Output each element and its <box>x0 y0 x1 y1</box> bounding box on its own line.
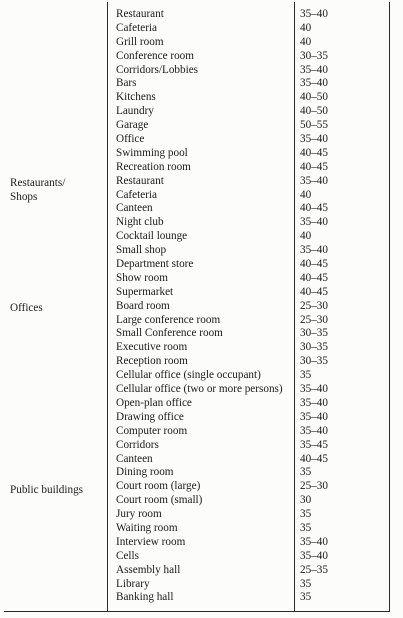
room-type-cell: Laundry <box>116 105 154 118</box>
noise-level-cell: 40–45 <box>300 271 328 284</box>
table-row <box>0 355 403 369</box>
noise-level-cell: 35–40 <box>300 8 328 20</box>
table-row <box>0 494 403 508</box>
table-row <box>0 133 403 147</box>
room-type-cell: Assembly hall <box>116 563 181 576</box>
table-row <box>0 77 403 91</box>
table-row <box>0 466 403 480</box>
room-type-cell: Canteen <box>116 452 153 465</box>
table-row <box>0 202 403 216</box>
table-row <box>0 591 403 605</box>
table-row <box>0 550 403 564</box>
table-row <box>0 244 403 258</box>
noise-level-cell: 30–35 <box>300 355 328 368</box>
room-type-cell: Canteen <box>116 202 153 215</box>
table-row <box>0 105 403 119</box>
table-row <box>0 22 403 36</box>
room-type-cell: Dining room <box>116 466 174 479</box>
table-row <box>0 383 403 397</box>
noise-level-cell: 40–50 <box>300 105 328 118</box>
noise-level-cell: 35–40 <box>300 410 328 423</box>
noise-level-cell: 35 <box>300 577 312 590</box>
noise-level-cell: 40 <box>300 230 312 243</box>
noise-level-cell: 25–30 <box>300 313 328 326</box>
room-type-cell: Supermarket <box>116 285 174 298</box>
table-row <box>0 258 403 272</box>
noise-level-cell: 35–40 <box>300 63 328 76</box>
table-row <box>0 300 403 314</box>
table-row <box>0 411 403 425</box>
table-row <box>0 216 403 230</box>
room-type-cell: Large conference room <box>116 313 221 326</box>
noise-level-cell: 35–40 <box>300 77 328 90</box>
room-type-cell: Board room <box>116 299 170 312</box>
table-row <box>0 327 403 341</box>
room-type-cell: Cafeteria <box>116 21 157 34</box>
table-row <box>0 425 403 439</box>
noise-level-cell: 30–35 <box>300 327 328 340</box>
noise-level-cell: 35–40 <box>300 424 328 437</box>
room-type-cell: Banking hall <box>116 591 174 604</box>
noise-level-cell: 40–45 <box>300 160 328 173</box>
noise-level-cell: 35 <box>300 508 312 521</box>
noise-level-cell: 35–40 <box>300 549 328 562</box>
room-type-cell: Court room (small) <box>116 494 203 507</box>
table-row <box>0 175 403 189</box>
noise-level-cell: 35 <box>300 591 312 604</box>
table-row <box>0 564 403 578</box>
section-label-line: Restaurants/ <box>10 177 66 189</box>
noise-level-cell: 30 <box>300 494 312 507</box>
noise-level-cell: 35 <box>300 466 312 479</box>
noise-level-cell: 30–35 <box>300 49 328 62</box>
table-row <box>0 36 403 50</box>
noise-level-cell: 40 <box>300 21 312 34</box>
room-type-cell: Reception room <box>116 355 188 368</box>
room-type-cell: Computer room <box>116 424 188 437</box>
noise-level-cell: 35–45 <box>300 438 328 451</box>
table-row <box>0 369 403 383</box>
noise-level-cell: 25–30 <box>300 299 328 312</box>
room-type-cell: Garage <box>116 119 149 132</box>
table-row <box>0 397 403 411</box>
noise-level-cell: 30–35 <box>300 341 328 354</box>
noise-level-cell: 40–50 <box>300 91 328 104</box>
noise-level-cell: 40–45 <box>300 202 328 215</box>
room-type-cell: Recreation room <box>116 160 191 173</box>
room-type-cell: Night club <box>116 216 164 229</box>
table-row <box>0 578 403 592</box>
room-type-cell: Office <box>116 133 145 146</box>
room-type-cell: Department store <box>116 258 194 271</box>
room-type-cell: Small shop <box>116 244 167 257</box>
noise-level-cell: 35–40 <box>300 133 328 146</box>
noise-level-cell: 35–40 <box>300 244 328 257</box>
room-type-cell: Conference room <box>116 49 194 62</box>
noise-level-cell: 35–40 <box>300 535 328 548</box>
table-row <box>0 230 403 244</box>
table-row <box>0 189 403 203</box>
noise-level-cell: 35 <box>300 369 312 382</box>
noise-level-cell: 40 <box>300 188 312 201</box>
room-type-cell: Bars <box>116 77 137 90</box>
table-row <box>0 536 403 550</box>
room-type-cell: Cellular office (two or more persons) <box>116 383 283 396</box>
room-type-cell: Cafeteria <box>116 188 157 201</box>
room-type-cell: Swimming pool <box>116 146 188 159</box>
room-type-cell: Cocktail lounge <box>116 230 188 243</box>
room-type-cell: Interview room <box>116 535 186 548</box>
table-row <box>0 91 403 105</box>
noise-level-cell: 35–40 <box>300 174 328 187</box>
room-type-cell: Restaurant <box>116 8 164 20</box>
room-type-cell: Show room <box>116 271 168 284</box>
room-type-cell: Executive room <box>116 341 188 354</box>
room-type-cell: Jury room <box>116 508 162 521</box>
noise-level-cell: 35–40 <box>300 383 328 396</box>
noise-level-cell: 40–45 <box>300 452 328 465</box>
room-type-cell: Corridors/Lobbies <box>116 63 199 76</box>
table-row <box>0 50 403 64</box>
table-row <box>0 453 403 467</box>
table-row <box>0 341 403 355</box>
table-row <box>0 119 403 133</box>
table-row <box>0 508 403 522</box>
section-label-line: Offices <box>10 302 43 314</box>
room-type-cell: Restaurant <box>116 174 164 187</box>
room-type-cell: Court room (large) <box>116 480 201 493</box>
noise-level-cell: 40–45 <box>300 258 328 271</box>
room-type-cell: Drawing office <box>116 410 184 423</box>
room-type-cell: Library <box>116 577 150 590</box>
table-bottom-rule <box>4 611 389 612</box>
noise-level-cell: 25–30 <box>300 480 328 493</box>
room-type-cell: Cells <box>116 549 139 562</box>
noise-level-cell: 35–40 <box>300 396 328 409</box>
section-label-line: Shops <box>10 190 38 203</box>
table-row <box>0 314 403 328</box>
noise-level-cell: 40–45 <box>300 146 328 159</box>
table-row <box>0 64 403 78</box>
table-row <box>0 439 403 453</box>
table-row <box>0 161 403 175</box>
section-label-line: Public buildings <box>10 484 84 496</box>
room-type-cell: Grill room <box>116 35 164 48</box>
noise-level-cell: 50–55 <box>300 119 328 132</box>
table-row <box>0 522 403 536</box>
noise-level-cell: 40–45 <box>300 285 328 298</box>
noise-level-cell: 40 <box>300 35 312 48</box>
noise-level-table <box>0 8 403 605</box>
table-row <box>0 286 403 300</box>
table-row <box>0 480 403 494</box>
table-row <box>0 8 403 22</box>
noise-level-cell: 35 <box>300 521 312 534</box>
room-type-cell: Corridors <box>116 438 159 451</box>
room-type-cell: Cellular office (single occupant) <box>116 369 261 382</box>
table-row <box>0 147 403 161</box>
room-type-cell: Kitchens <box>116 91 156 104</box>
room-type-cell: Small Conference room <box>116 327 223 340</box>
noise-level-cell: 35–40 <box>300 216 328 229</box>
noise-level-cell: 25–35 <box>300 563 328 576</box>
room-type-cell: Waiting room <box>116 521 178 534</box>
room-type-cell: Open-plan office <box>116 396 192 409</box>
table-row <box>0 272 403 286</box>
